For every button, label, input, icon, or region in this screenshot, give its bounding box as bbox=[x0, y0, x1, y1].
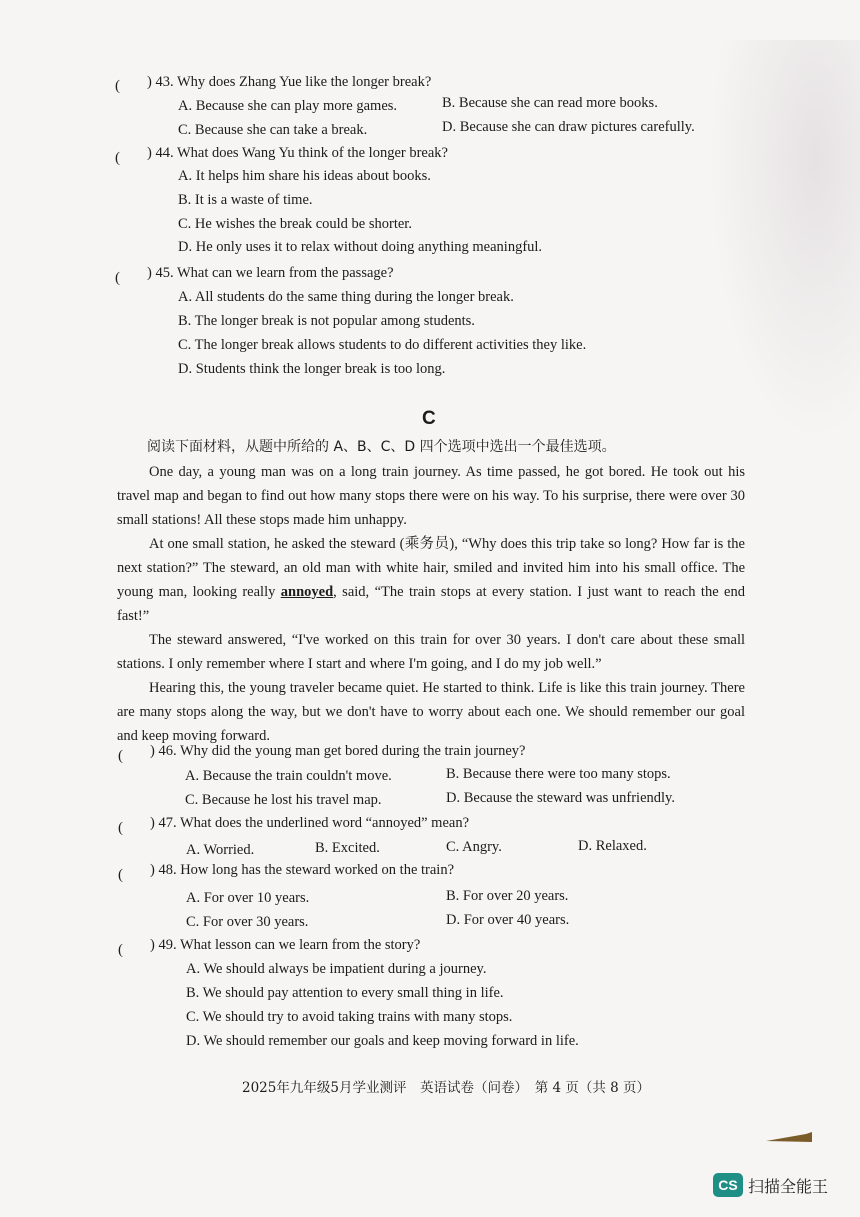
section-heading: C bbox=[422, 408, 436, 429]
passage-paragraph-1: One day, a young man was on a long train journey. As time passed, he got bored. He took out his travel map and began to find out how many stops there were on his way. To his surprise, there were over 30 small stations! All these stops made him unhappy. bbox=[117, 464, 745, 528]
option-a: A. For over 10 years. bbox=[186, 890, 310, 906]
answer-paren: ( bbox=[115, 270, 120, 286]
question-stem: ) 49. What lesson can we learn from the story? bbox=[150, 937, 421, 953]
option-b: B. Excited. bbox=[315, 840, 380, 856]
option-d: D. Students think the longer break is too long. bbox=[178, 361, 446, 377]
question-stem: ) 46. Why did the young man get bored during the train journey? bbox=[150, 743, 526, 759]
answer-paren: ( bbox=[118, 942, 123, 958]
edge-shape bbox=[766, 1132, 812, 1142]
option-b: B. Because she can read more books. bbox=[442, 95, 658, 111]
option-c: C. We should try to avoid taking trains with many stops. bbox=[186, 1009, 513, 1025]
question-stem: ) 44. What does Wang Yu think of the longer break? bbox=[147, 145, 448, 161]
section-instruction: 阅读下面材料，从题中所给的 A、B、C、D 四个选项中选出一个最佳选项。 bbox=[147, 439, 616, 455]
scan-edge-mark bbox=[766, 1132, 812, 1142]
passage-paragraph-2 bbox=[117, 532, 745, 628]
option-d: D. Because the steward was unfriendly. bbox=[446, 790, 675, 806]
camscanner-logo-icon: CS bbox=[713, 1173, 743, 1197]
answer-paren: ( bbox=[115, 78, 120, 94]
reading-passage bbox=[117, 460, 745, 748]
answer-paren: ( bbox=[118, 820, 123, 836]
camscanner-watermark-text: 扫描全能王 bbox=[748, 1177, 829, 1196]
question-stem: ) 43. Why does Zhang Yue like the longer break? bbox=[147, 74, 432, 90]
option-c: C. Angry. bbox=[446, 839, 502, 855]
option-a: A. It helps him share his ideas about books. bbox=[178, 168, 431, 184]
option-b: B. It is a waste of time. bbox=[178, 192, 313, 208]
paragraph-text: At one small station, he asked the steward (乘务员), “Why does this trip take so long? How far is the next station?” The steward, an old man with white hair, smiled and invited him into his small office. The young man, looking really bbox=[117, 536, 745, 600]
option-b: B. We should pay attention to every small thing in life. bbox=[186, 985, 504, 1001]
option-c: C. The longer break allows students to do different activities they like. bbox=[178, 337, 587, 353]
option-d: D. He only uses it to relax without doing anything meaningful. bbox=[178, 239, 543, 255]
question-stem: ) 48. How long has the steward worked on the train? bbox=[150, 862, 455, 878]
option-d: D. We should remember our goals and keep moving forward in life. bbox=[186, 1033, 579, 1049]
option-a: A. Because she can play more games. bbox=[178, 98, 398, 114]
question-stem: ) 45. What can we learn from the passage? bbox=[147, 265, 394, 281]
passage-paragraph-3: The steward answered, “I've worked on this train for over 30 years. I don't care about these small stations. I only remember where I start and where I'm going, and I do my job well.” bbox=[117, 632, 745, 672]
option-c: C. Because she can take a break. bbox=[178, 122, 368, 138]
bleed-through-shadow bbox=[710, 40, 860, 440]
option-d: D. Relaxed. bbox=[578, 838, 647, 854]
paragraph-text: , said, “The train stops at every station. I just want to reach the end fast!” bbox=[117, 584, 745, 624]
answer-paren: ( bbox=[118, 748, 123, 764]
option-d: D. Because she can draw pictures carefully. bbox=[442, 119, 695, 135]
option-b: B. For over 20 years. bbox=[446, 888, 569, 904]
option-c: C. He wishes the break could be shorter. bbox=[178, 216, 412, 232]
underlined-word: annoyed bbox=[280, 584, 334, 600]
answer-paren: ( bbox=[118, 867, 123, 883]
option-a: A. We should always be impatient during a journey. bbox=[186, 961, 487, 977]
option-c: C. Because he lost his travel map. bbox=[185, 792, 382, 808]
option-c: C. For over 30 years. bbox=[186, 914, 309, 930]
option-a: A. Worried. bbox=[186, 842, 255, 858]
passage-paragraph-4: Hearing this, the young traveler became quiet. He started to think. Life is like this train journey. There are many stops along the way, but we don't have to worry about each one. We should remember our goal and keep moving forward. bbox=[117, 680, 745, 744]
answer-paren: ( bbox=[115, 150, 120, 166]
option-b: B. Because there were too many stops. bbox=[446, 766, 671, 782]
option-d: D. For over 40 years. bbox=[446, 912, 570, 928]
question-stem: ) 47. What does the underlined word “annoyed” mean? bbox=[150, 815, 470, 831]
option-a: A. Because the train couldn't move. bbox=[185, 768, 392, 784]
page-footer: 2025年九年级5月学业测评 英语试卷（问卷） 第 4 页（共 8 页） bbox=[242, 1080, 651, 1096]
option-a: A. All students do the same thing during the longer break. bbox=[178, 289, 514, 305]
option-b: B. The longer break is not popular among students. bbox=[178, 313, 475, 329]
